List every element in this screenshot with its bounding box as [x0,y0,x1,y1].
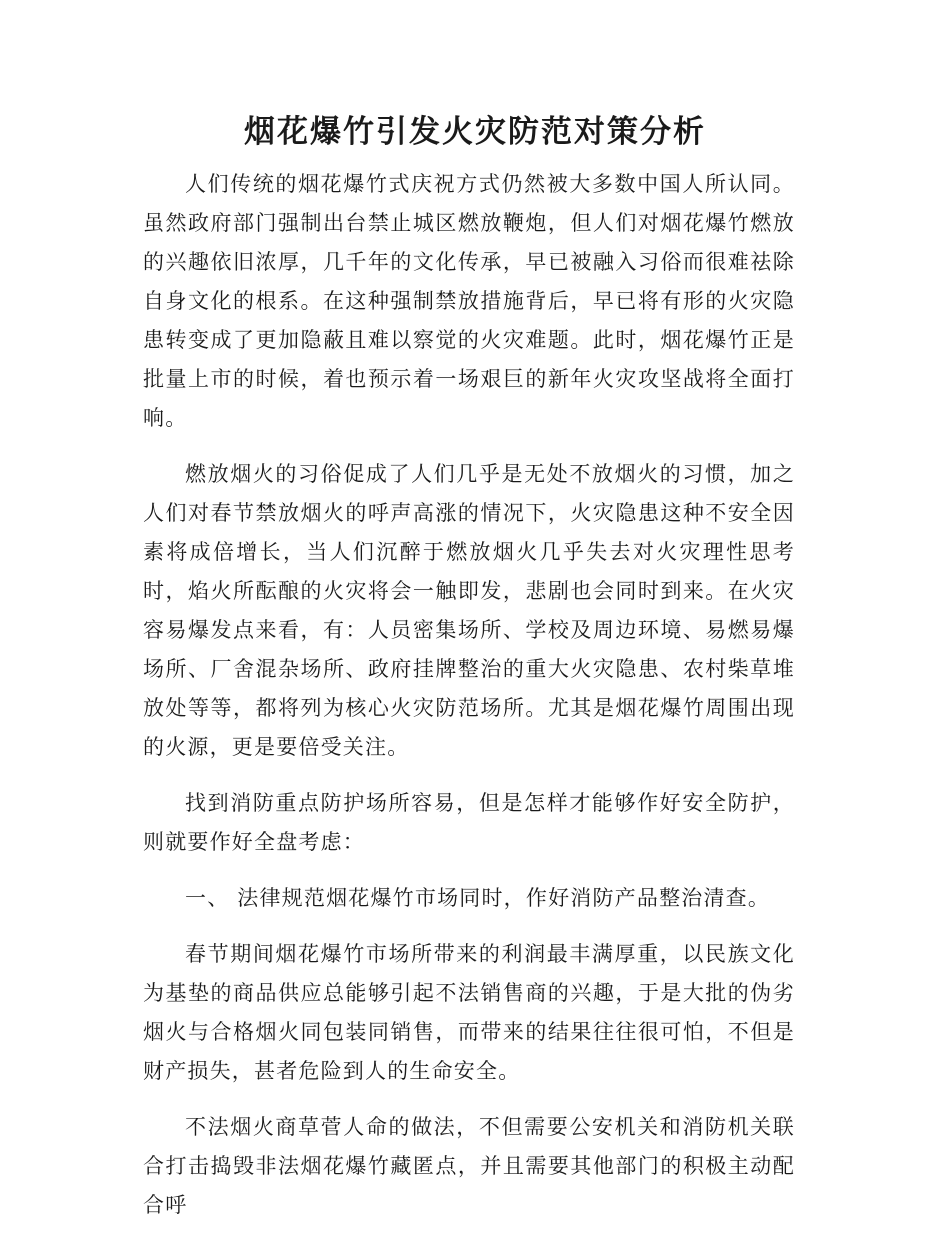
paragraph: 人们传统的烟花爆竹式庆祝方式仍然被大多数中国人所认同。虽然政府部门强制出台禁止城区燃放鞭炮，但人们对烟花爆竹燃放的兴趣依旧浓厚，几千年的文化传承，早已被融入习俗而很难祛除自身文化的根系。在这种强制禁放措施背后，早已将有形的火灾隐患转变成了更加隐蔽且难以察觉的火灾难题。此时，烟花爆竹正是批量上市的时候，着也预示着一场艰巨的新年火灾攻坚战将全面打响。 [143,172,795,430]
section-heading: 一、 法律规范烟花爆竹市场同时，作好消防产品整治清查。 [185,886,771,910]
document-title: 烟花爆竹引发火灾防范对策分析 [244,114,706,150]
paragraph: 找到消防重点防护场所容易，但是怎样才能够作好安全防护，则就要作好全盘考虑： [143,791,795,854]
paragraph: 不法烟火商草菅人命的做法，不但需要公安机关和消防机关联合打击捣毁非法烟花爆竹藏匿点，并且需要其他部门的积极主动配合呼 [143,1115,795,1217]
document-body [143,165,795,1242]
paragraph: 春节期间烟花爆竹市场所带来的利润最丰满厚重，以民族文化为基垫的商品供应总能够引起不法销售商的兴趣，于是大批的伪劣烟火与合格烟火同包装同销售，而带来的结果往往很可怕，不但是财产损失，甚者危险到人的生命安全。 [143,942,795,1083]
paragraph: 燃放烟火的习俗促成了人们几乎是无处不放烟火的习惯，加之人们对春节禁放烟火的呼声高涨的情况下，火灾隐患这种不安全因素将成倍增长，当人们沉醉于燃放烟火几乎失去对火灾理性思考时，焰火所酝酿的火灾将会一触即发，悲剧也会同时到来。在火灾容易爆发点来看，有：人员密集场所、学校及周边环境、易燃易爆场所、厂舍混杂场所、政府挂牌整治的重大火灾隐患、农村柴草堆放处等等，都将列为核心火灾防范场所。尤其是烟花爆竹周围出现的火源，更是要倍受关注。 [143,462,795,759]
